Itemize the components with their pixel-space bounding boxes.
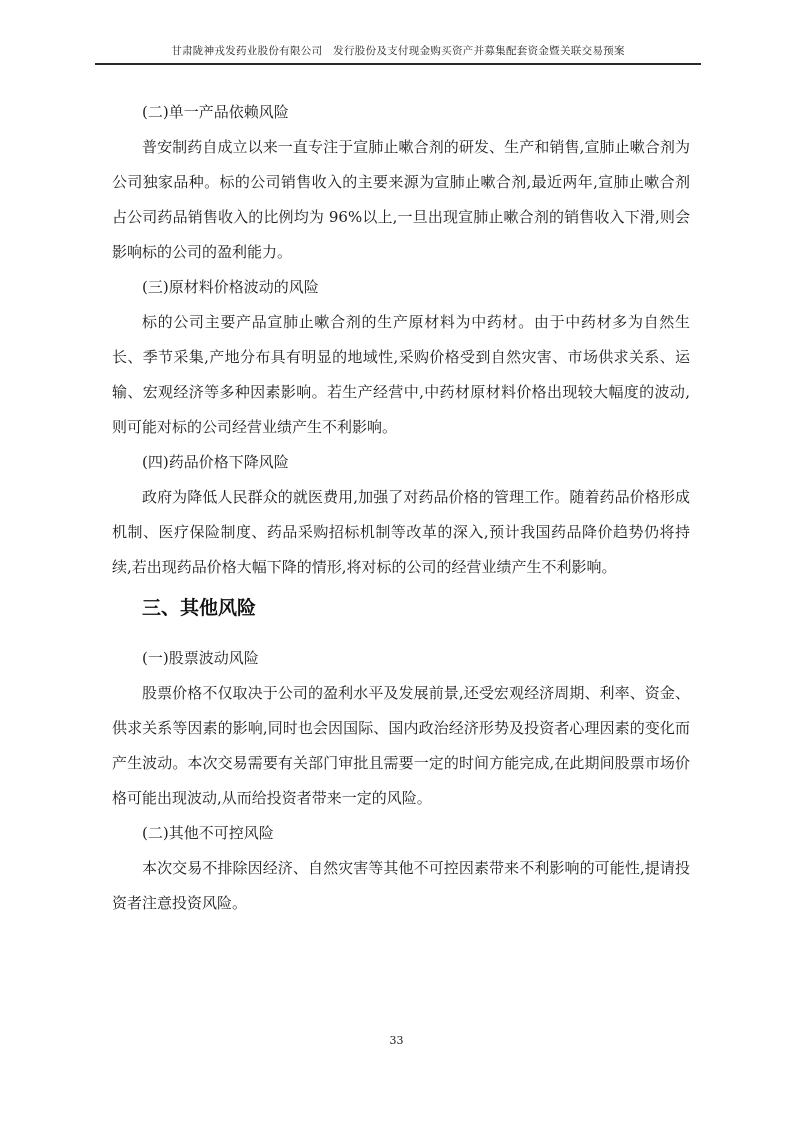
document-body <box>112 95 690 921</box>
section-subheading-drug-price-decline-risk: (四)药品价格下降风险 <box>142 453 289 471</box>
section-subheading-single-product-risk: (二)单一产品依赖风险 <box>142 103 289 121</box>
page-number: 33 <box>389 1034 404 1047</box>
section-subheading-stock-volatility-risk: (一)股票波动风险 <box>142 649 259 667</box>
document-header <box>95 44 701 65</box>
paragraph-stock-volatility-risk: 股票价格不仅取决于公司的盈利水平及发展前景,还受宏观经济周期、利率、资金、供求关系等因素的影响,同时也会因国际、国内政治经济形势及投资者心理因素的变化而产生波动。本次交易需要有关部门审批且需要一定的时间方能完成,在此期间股票市场价格可能出现波动,从而给投资者带来一定的风险。 <box>112 684 690 807</box>
section-subheading-uncontrollable-risk: (二)其他不可控风险 <box>142 824 274 842</box>
paragraph-raw-material-price-risk: 标的公司主要产品宣肺止嗽合剂的生产原材料为中药材。由于中药材多为自然生长、季节采集,产地分布具有明显的地域性,采购价格受到自然灾害、市场供求关系、运输、宏观经济等多种因素影响。若生产经营中,中药材原材料价格出现较大幅度的波动,则可能对标的公司经营业绩产生不利影响。 <box>112 313 690 436</box>
paragraph-drug-price-decline-risk: 政府为降低人民群众的就医费用,加强了对药品价格的管理工作。随着药品价格形成机制、医疗保险制度、药品采购招标机制等改革的深入,预计我国药品降价趋势仍将持续,若出现药品价格大幅下降的情形,将对标的公司的经营业绩产生不利影响。 <box>112 488 690 576</box>
paragraph-uncontrollable-risk: 本次交易不排除因经济、自然灾害等其他不可控因素带来不利影响的可能性,提请投资者注意投资风险。 <box>112 859 690 912</box>
section-subheading-raw-material-price-risk: (三)原材料价格波动的风险 <box>142 278 319 296</box>
paragraph-single-product-risk: 普安制药自成立以来一直专注于宣肺止嗽合剂的研发、生产和销售,宣肺止嗽合剂为公司独家品种。标的公司销售收入的主要来源为宣肺止嗽合剂,最近两年,宣肺止嗽合剂占公司药品销售收入的比例均为 96%以上,一旦出现宣肺止嗽合剂的销售收入下滑,则会影响标的公司的盈利能力。 <box>112 138 690 261</box>
document-header-title: 甘肃陇神戎发药业股份有限公司 发行股份及支付现金购买资产并募集配套资金暨关联交易预案 <box>171 45 625 57</box>
section-heading-other-risks: 三、其他风险 <box>142 598 257 619</box>
page-footer <box>0 1034 793 1048</box>
